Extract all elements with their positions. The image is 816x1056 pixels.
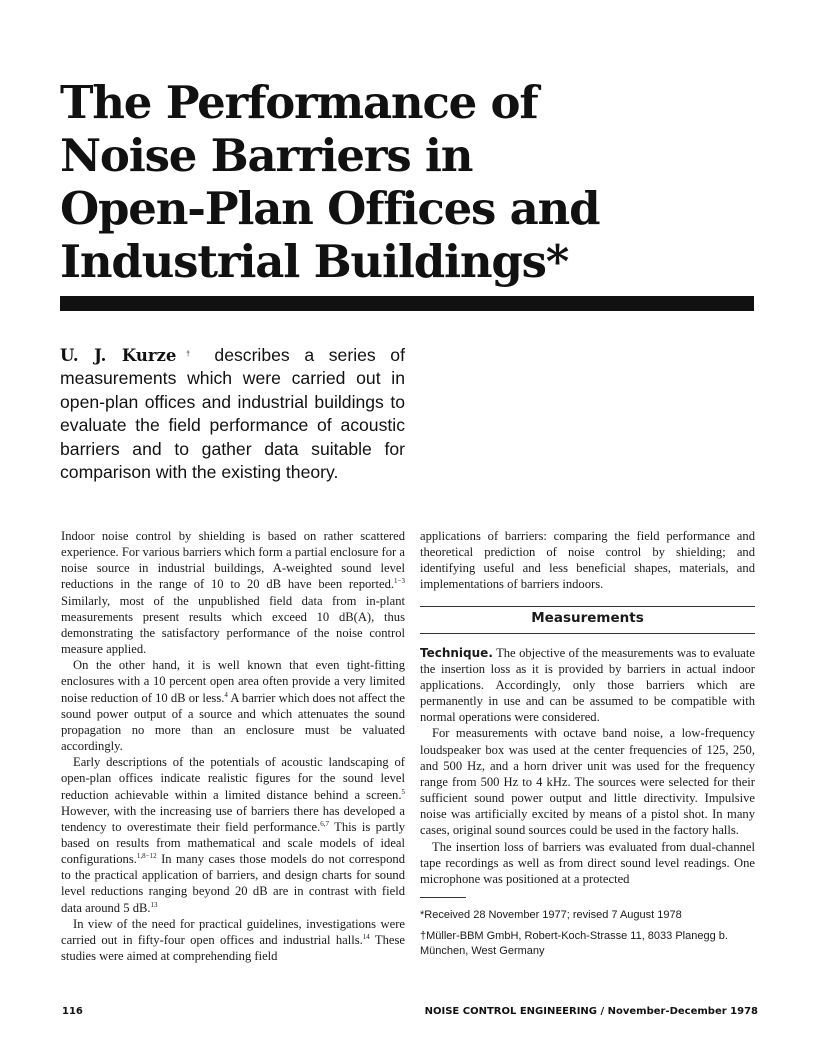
section-rule-bottom (420, 633, 755, 634)
citation: 14 (362, 932, 370, 941)
section-heading (420, 599, 755, 639)
citation: 5 (401, 787, 405, 796)
left-column (61, 528, 405, 964)
body-paragraph (61, 754, 405, 916)
footnote-affiliation: †Müller-BBM GmbH, Robert-Koch-Strasse 11, 8033 Planegg b. München, West Germany (420, 929, 728, 957)
text-run: Early descriptions of the potentials of acoustic landscaping of open-plan offices indicate realistic figures for the sound level reduction achievable within a limited distance behind a screen. (61, 755, 405, 802)
text-run: In view of the need for practical guidelines, investigations were carried out in fifty-four open offices and industrial halls. (61, 916, 405, 947)
abstract-text: describes a series of measurements which were carried out in open-plan offices and industrial buildings to evaluate the field performance of acoustic barriers and to gather data suitable for comparison with the existing theory. (60, 345, 405, 483)
citation: 1−3 (394, 577, 405, 586)
body-paragraph (61, 528, 405, 657)
title-rule (60, 296, 754, 311)
text-run: These studies were aimed at comprehending field (61, 932, 405, 964)
title-line: Noise Barriers in (60, 129, 473, 182)
title-line: Open-Plan Offices and (60, 182, 600, 235)
body-paragraph (420, 645, 755, 726)
author-name: U. J. Kurze (60, 346, 177, 365)
citation: 13 (150, 900, 158, 909)
citation: 6,7 (320, 819, 330, 828)
author-footnote-mark: † (176, 351, 200, 358)
right-column (420, 528, 755, 965)
footnote-received: *Received 28 November 1977; revised 7 August 1978 (420, 908, 682, 921)
article-title (60, 76, 620, 288)
text-run: In many cases those models do not correspond to the practical application of barriers, and design charts for sound level reductions ranging beyond 20 dB are in contrast with field data around 5 dB. (61, 852, 405, 915)
abstract (60, 344, 405, 484)
page-number: 116 (62, 1006, 83, 1017)
body-paragraph: The insertion loss of barriers was evaluated from dual-channel tape recordings as well as from direct sound level readings. One microphone was positioned at a protected (420, 839, 755, 886)
section-rule-top (420, 606, 755, 607)
text-run: The objective of the measurements was to evaluate the insertion loss as it is provided by barriers in actual indoor applications. Accordingly, only those barriers which are permanently in use and can be assumed to be compatible with normal operations were considered. (420, 645, 755, 725)
body-paragraph: For measurements with octave band noise, a low-frequency loudspeaker box was used at the center frequencies of 125, 250, and 500 Hz, and a horn driver unit was used for the frequency range from 500 Hz to 4 kHz. The sources were selected for their sufficient sound power output and little directivity. Impulsive noise was artificially excited by means of a pistol shot. In many cases, original sound sources could be used in the factory halls. (420, 726, 755, 838)
body-paragraph (61, 657, 405, 754)
title-line: Industrial Buildings* (60, 235, 569, 288)
citation: 1,8−12 (136, 852, 157, 861)
citation: 4 (224, 690, 228, 699)
title-line: The Performance of (60, 76, 538, 129)
body-paragraph: applications of barriers: comparing the field performance and theoretical prediction of noise control by shielding; and identifying useful and less beneficial shapes, materials, and implementations of barriers indoors. (420, 529, 755, 592)
text-run: Similarly, most of the unpublished field data from in-plant measurements present results which exceed 10 dB(A), thus demonstrating the satisfactory performance of the noise control measure applied. (61, 593, 405, 657)
footnote-rule (420, 897, 466, 898)
text-run: On the other hand, it is well known that even tight-fitting enclosures with a 10 percent open area often provide a very limited noise reduction of 10 dB or less. (61, 658, 405, 705)
text-run: A barrier which does not affect the sound power output of a source and which attenuates the sound propagation no more than an enclosure must be valuated accordingly. (61, 690, 406, 754)
journal-running-footer: NOISE CONTROL ENGINEERING / November-December 1978 (424, 1006, 758, 1017)
text-run: Indoor noise control by shielding is based on rather scattered experience. For various barriers which form a partial enclosure for a noise source in industrial buildings, A-weighted sound level reductions in the range of 10 to 20 dB have been reported. (61, 529, 405, 592)
text-run: This is partly based on results from mathematical and scale models of ideal configurations. (61, 819, 405, 867)
section-title: Measurements (531, 609, 644, 626)
text-run: However, with the increasing use of barriers there has developed a tendency to overestimate their field performance. (61, 803, 405, 834)
run-in-heading: Technique. (420, 645, 493, 660)
body-paragraph (61, 916, 405, 964)
